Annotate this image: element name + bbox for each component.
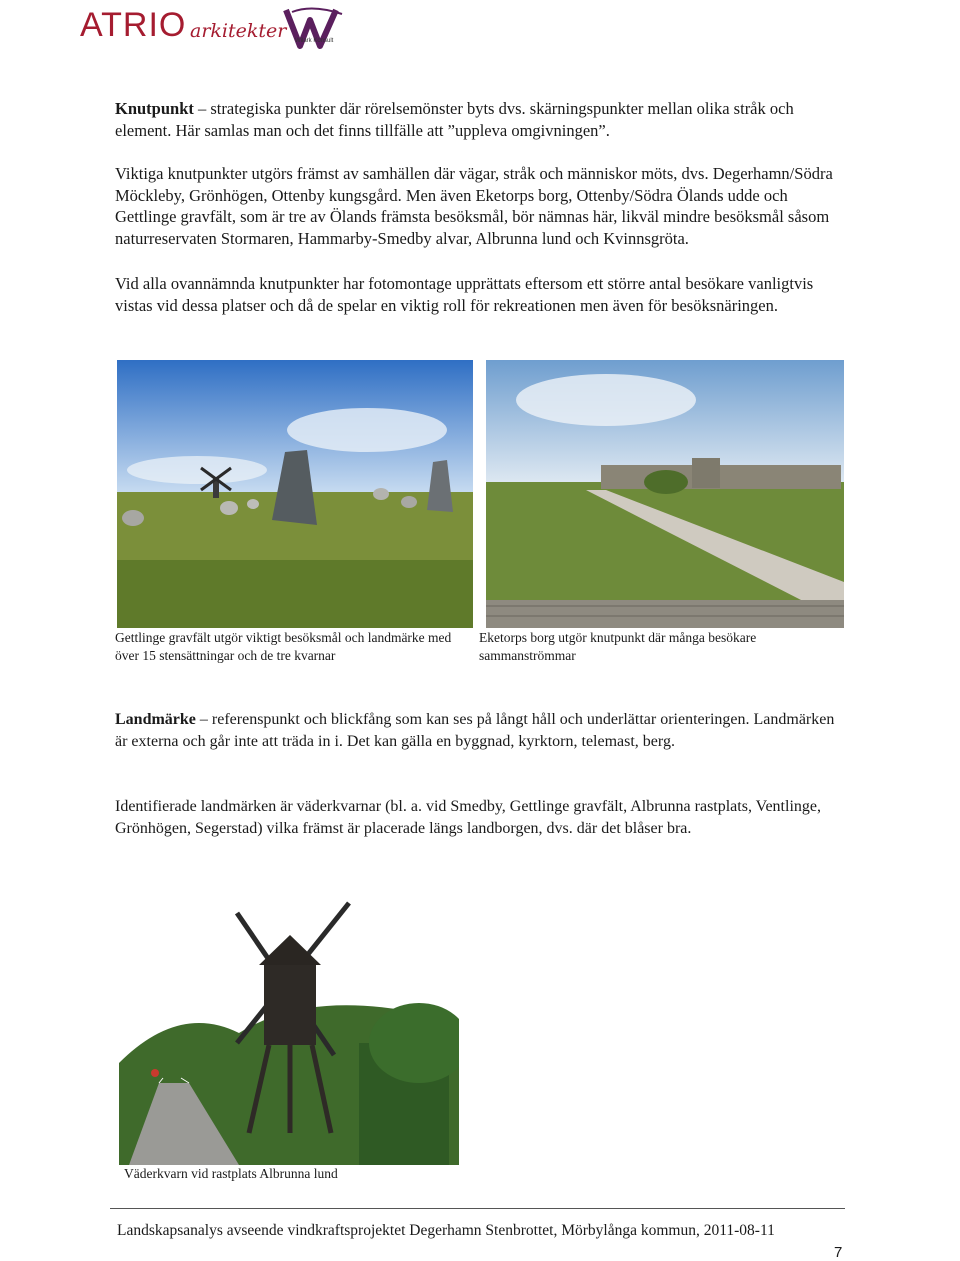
arkitekter-logo-text: arkitekter <box>190 20 287 42</box>
page-number: 7 <box>834 1244 843 1261</box>
wilark-logo-text: Wilark Konsult <box>295 38 334 44</box>
knutpunkt-term: Knutpunkt <box>115 99 194 118</box>
landmarke-paragraph <box>115 709 845 752</box>
atrio-logo: ATRIO <box>80 6 187 44</box>
vaderkvarnar-paragraph: Identifierade landmärken är väderkvarnar (bl. a. vid Smedby, Gettlinge gravfält, Albrunna rastplats, Ventlinge, Grönhögen, Segerstad) vilka främst är placerade längs landborgen, dvs. där det blåser bra. <box>115 798 821 837</box>
windmill-photo <box>119 893 459 1165</box>
windmill-caption: Väderkvarn vid rastplats Albrunna lund <box>124 1166 338 1181</box>
wilark-logo <box>282 6 348 52</box>
landmarke-term: Landmärke <box>115 711 196 728</box>
footer-text: Landskapsanalys avseende vindkraftsprojektet Degerhamn Stenbrottet, Mörbylånga kommun, 2011-08-11 <box>117 1222 775 1239</box>
gettlinge-photo <box>117 360 473 628</box>
knutpunkt-paragraph <box>115 98 845 141</box>
knutpunkter-paragraph: Viktiga knutpunkter utgörs främst av samhällen där vägar, stråk och människor möts, dvs. Degerhamn/Södra Möckleby, Grönhögen, Ottenby kungsgård. Men även Eketorps borg, Ottenby/Södra Ölands udde och Gettlinge gravfält, som är tre av Ölands främsta besöksmål, bör nämnas här, likväl mindre besöksmål såsom naturreservaten Stormaren, Hammarby-Smedby alvar, Albrunna lund och Kvinnsgröta. <box>115 164 833 248</box>
landmarke-definition: – referenspunkt och blickfång som kan ses på långt håll och underlättar orienteringen. Landmärken är externa och går inte att träda in i. Det kan gälla en byggnad, kyrktorn, telemast, berg. <box>115 711 835 750</box>
eketorp-photo <box>486 360 844 628</box>
eketorp-caption: Eketorps borg utgör knutpunkt där många besökare sammanströmmar <box>479 630 757 663</box>
knutpunkt-definition: – strategiska punkter där rörelsemönster byts dvs. skärningspunkter mellan olika stråk och element. Här samlas man och det finns tillfälle att ”uppleva omgivningen”. <box>115 99 794 140</box>
fotomontage-paragraph: Vid alla ovannämnda knutpunkter har fotomontage upprättats eftersom ett större antal besökare vanligtvis vistas vid dessa platser och då de spelar en viktig roll för rekreationen men även för besöksnäringen. <box>115 274 814 315</box>
gettlinge-caption: Gettlinge gravfält utgör viktigt besöksmål och landmärke med över 15 stensättningar och de tre kvarnar <box>115 630 452 663</box>
footer-divider <box>110 1208 845 1209</box>
